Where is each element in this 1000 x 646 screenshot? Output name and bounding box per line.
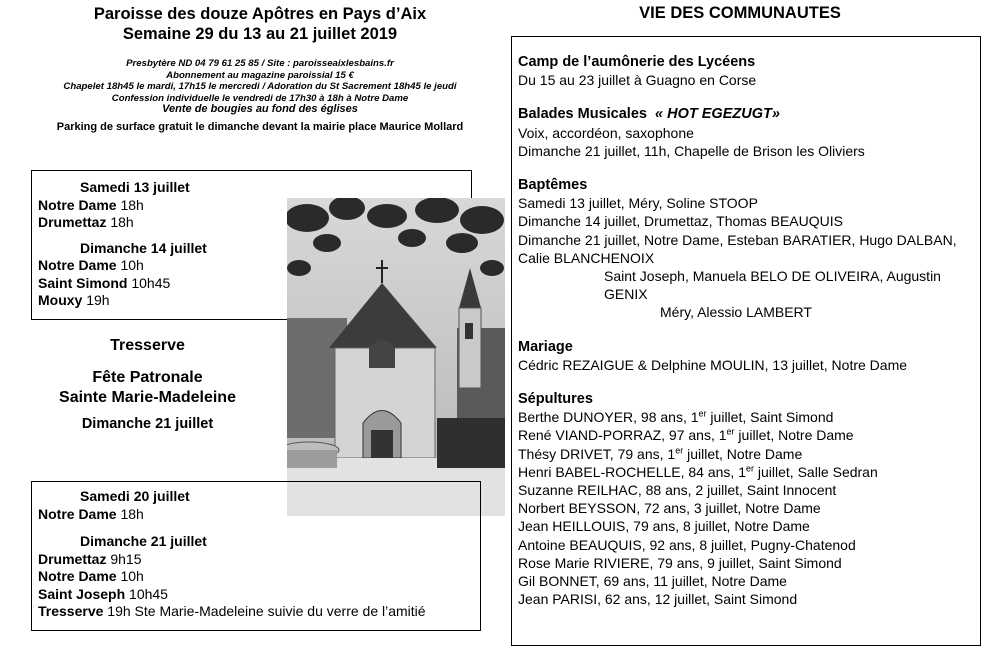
feast-line2: Sainte Marie-Madeleine (59, 389, 236, 406)
bapteme-item: Dimanche 14 juillet, Drumettaz, Thomas BEAUQUIS (518, 213, 843, 230)
candles-note: Vente de bougies au fond des églises (162, 103, 358, 115)
mass-line (38, 586, 478, 604)
mass-line (38, 551, 478, 569)
info-line: Presbytère ND 04 79 61 25 85 / Site : paroisseaixlesbains.fr (126, 58, 394, 69)
sepulture-item: Antoine BEAUQUIS, 92 ans, 8 juillet, Pugny-Chatenod (518, 536, 856, 553)
mass-line (38, 214, 298, 232)
mass-time: 10h45 (127, 274, 171, 291)
info-line: Abonnement au magazine paroissial 15 € (166, 69, 354, 81)
camp-heading: Camp de l’aumônerie des Lycéens (518, 54, 756, 70)
bapteme-item: Méry, Alessio LAMBERT (660, 304, 812, 321)
mariage-item: Cédric REZAIGUE & Delphine MOULIN, 13 juillet, Notre Dame (518, 356, 908, 373)
community-title: VIE DES COMMUNAUTES (639, 4, 841, 22)
sepultures-heading: Sépultures (518, 391, 593, 408)
mass-time: 10h (116, 568, 144, 584)
week-title: Semaine 29 du 13 au 21 juillet 2019 (122, 25, 398, 43)
mass-line (38, 197, 298, 215)
feast-line1: Fête Patronale (92, 369, 203, 386)
bapteme-item: Dimanche 21 juillet, Notre Dame, Esteban BARATIER, Hugo DALBAN, Calie BLANCHENOIX (518, 231, 957, 266)
mass-line (38, 603, 478, 621)
sunday-heading: Dimanche 21 juillet (80, 533, 207, 549)
church-illustration (287, 198, 505, 516)
mass-place: Notre Dame (38, 505, 117, 522)
mass-line (38, 568, 478, 586)
mass-place: Mouxy (38, 292, 83, 308)
mass-place: Drumettaz (38, 550, 107, 567)
sepulture-item: René VIAND-PORRAZ, 97 ans, 1er juillet, Notre Dame (518, 426, 854, 444)
sepulture-item: Gil BONNET, 69 ans, 11 juillet, Notre Dame (518, 573, 787, 590)
mass-time: 19h (82, 292, 110, 308)
parish-header (30, 4, 490, 44)
sepulture-item: Henri BABEL-ROCHELLE, 84 ans, 1er juillet, Salle Sedran (518, 463, 878, 480)
parish-title: Paroisse des douze Apôtres en Pays d’Aix (93, 5, 427, 23)
mass-time: 19h Ste Marie-Madeleine suivie du verre de l’amitié (103, 603, 426, 619)
sepulture-item: Jean PARISI, 62 ans, 12 juillet, Saint Simond (518, 591, 798, 608)
schedule-week1 (38, 179, 298, 310)
mass-time: 18h (116, 505, 144, 522)
balades-group: « HOT EGEZUGT» (655, 106, 780, 123)
balades-line: Voix, accordéon, saxophone (518, 124, 694, 141)
saturday-heading: Samedi 20 juillet (80, 488, 190, 504)
parish-info (30, 58, 490, 133)
mass-place: Saint Simond (38, 274, 128, 291)
baptemes-heading: Baptêmes (518, 177, 588, 194)
mass-place: Saint Joseph (38, 585, 126, 602)
balades-heading (518, 105, 980, 123)
mass-place: Notre Dame (38, 257, 117, 273)
mass-line (38, 275, 298, 293)
sepulture-item: Suzanne REILHAC, 88 ans, 2 juillet, Saint Innocent (518, 482, 837, 499)
feast-date: Dimanche 21 juillet (81, 416, 214, 432)
mass-time: 9h15 (106, 550, 142, 567)
mass-place: Notre Dame (38, 196, 117, 213)
mass-time: 18h (106, 214, 134, 230)
info-line: Confession individuelle le vendredi de 17h30 à 18h à Notre Dame (111, 92, 409, 104)
saturday-heading: Samedi 13 juillet (80, 179, 190, 195)
church-photo (287, 198, 505, 516)
info-line: Chapelet 18h45 le mardi, 17h15 le mercredi / Adoration du St Sacrement 18h45 le jeudi (63, 81, 457, 92)
schedule-week2 (38, 488, 478, 621)
feast-place: Tresserve (110, 337, 185, 354)
mass-time: 18h (116, 196, 144, 213)
mass-time: 10h45 (125, 585, 168, 602)
bapteme-item: Samedi 13 juillet, Méry, Soline STOOP (518, 195, 758, 212)
mariage-heading: Mariage (518, 338, 573, 355)
feast-block (30, 336, 265, 434)
parking-note: Parking de surface gratuit le dimanche devant la mairie place Maurice Mollard (56, 120, 464, 133)
sunday-heading: Dimanche 14 juillet (80, 239, 207, 256)
balades-line: Dimanche 21 juillet, 11h, Chapelle de Brison les Oliviers (518, 142, 865, 159)
mass-place: Drumettaz (38, 214, 107, 230)
bapteme-item: Saint Joseph, Manuela BELO DE OLIVEIRA, Augustin GENIX (604, 268, 941, 303)
mass-place: Notre Dame (38, 568, 117, 584)
sepulture-item: Norbert BEYSSON, 72 ans, 3 juillet, Notre Dame (518, 500, 821, 517)
balades-title: Balades Musicales (518, 106, 647, 123)
mass-place: Tresserve (38, 603, 104, 619)
camp-text: Du 15 au 23 juillet à Guagno en Corse (518, 72, 757, 89)
mass-time: 10h (116, 257, 144, 273)
sepulture-item: Jean HEILLOUIS, 79 ans, 8 juillet, Notre Dame (518, 518, 810, 535)
mass-line (38, 292, 298, 310)
mass-line (38, 506, 478, 524)
sepulture-item: Thésy DRIVET, 79 ans, 1er juillet, Notre Dame (518, 445, 803, 462)
sepulture-item: Rose Marie RIVIERE, 79 ans, 9 juillet, Saint Simond (518, 554, 842, 571)
community-content (518, 53, 980, 608)
sepulture-item: Berthe DUNOYER, 98 ans, 1er juillet, Saint Simond (518, 408, 834, 426)
mass-line (38, 257, 298, 275)
